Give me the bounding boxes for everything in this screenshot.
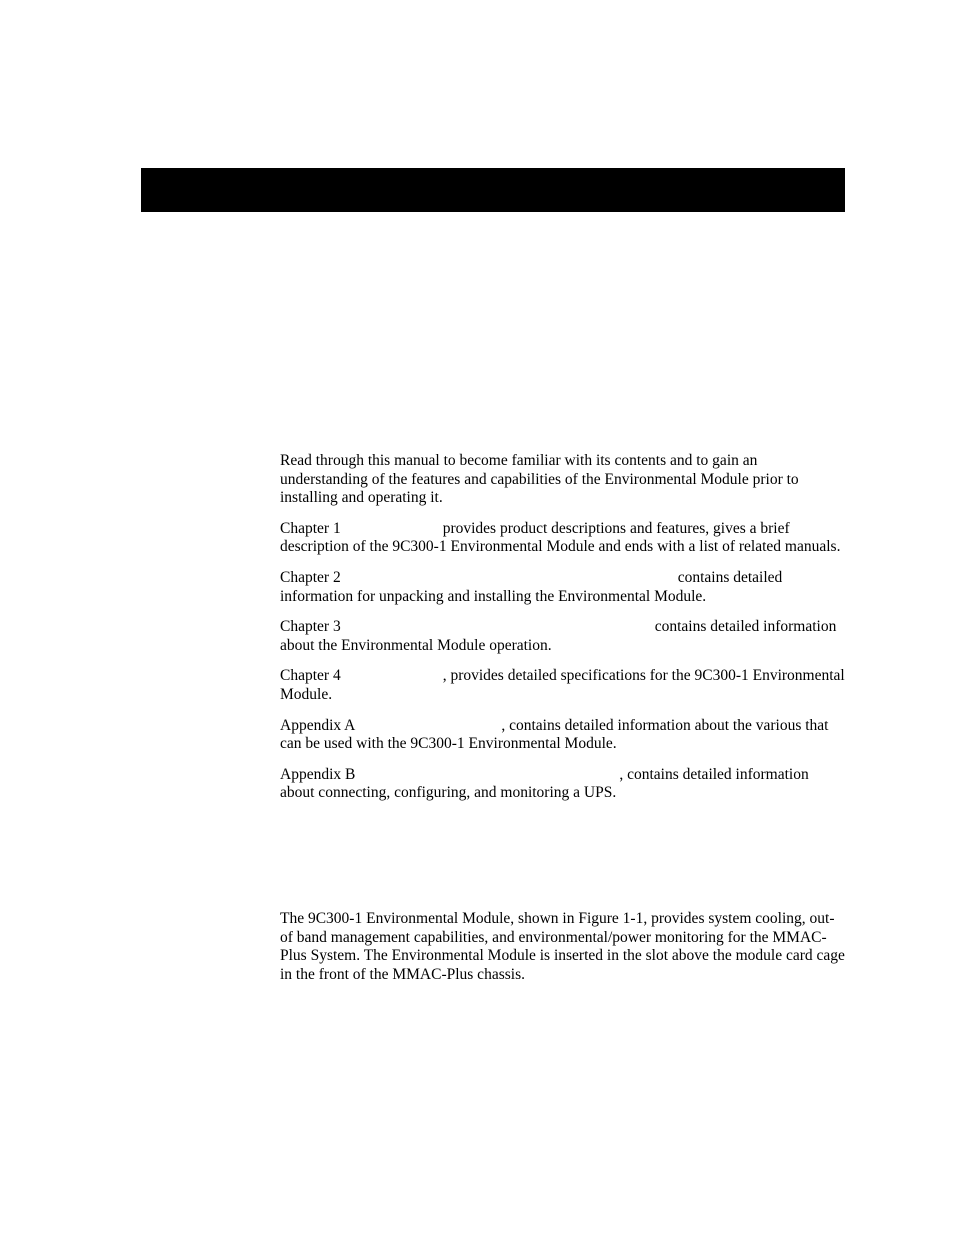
appendix-a-text: , contains detailed information about the various that can be used with the 9C300-1 Environmental Module. xyxy=(280,716,829,753)
intro-paragraph: Read through this manual to become familiar with its contents and to gain an understanding of the features and capabilities of the Environmental Module prior to installing and operating it. xyxy=(280,452,799,507)
chapter-2-text: contains detailed information for unpacking and installing the Environmental Module. xyxy=(280,568,783,605)
manual-overview-section xyxy=(280,452,845,815)
chapter-4-text: , provides detailed specifications for the 9C300-1 Environmental Module. xyxy=(280,667,845,703)
chapter-3-text: contains detailed information about the Environmental Module operation. xyxy=(280,618,837,654)
chapter-2-summary xyxy=(280,569,845,606)
module-description-section xyxy=(280,910,845,996)
chapter-4-label: Chapter 4 xyxy=(280,667,341,685)
chapter-3-summary xyxy=(280,618,845,655)
chapter-header-bar xyxy=(141,168,845,212)
chapter-1-text: provides product descriptions and features, gives a brief description of the 9C300-1 Environmental Module and ends with a list of related manuals. xyxy=(280,519,841,556)
appendix-b-summary xyxy=(280,766,845,803)
chapter-2-label: Chapter 2 xyxy=(280,568,341,586)
appendix-b-text: , contains detailed information about connecting, configuring, and monitoring a UPS. xyxy=(280,765,809,802)
description-paragraph: The 9C300-1 Environmental Module, shown in Figure 1-1, provides system cooling, out-of band management capabilities, and environmental/power monitoring for the MMAC-Plus System. The Environmental Module is inserted in the slot above the module card cage in the front of the MMAC-Plus chassis. xyxy=(280,910,845,983)
chapter-1-label: Chapter 1 xyxy=(280,519,341,537)
appendix-a-summary xyxy=(280,717,845,754)
chapter-1-summary xyxy=(280,520,845,557)
chapter-3-label: Chapter 3 xyxy=(280,618,341,636)
appendix-a-label: Appendix A xyxy=(280,716,356,734)
chapter-4-summary xyxy=(280,667,845,704)
appendix-b-label: Appendix B xyxy=(280,765,356,783)
